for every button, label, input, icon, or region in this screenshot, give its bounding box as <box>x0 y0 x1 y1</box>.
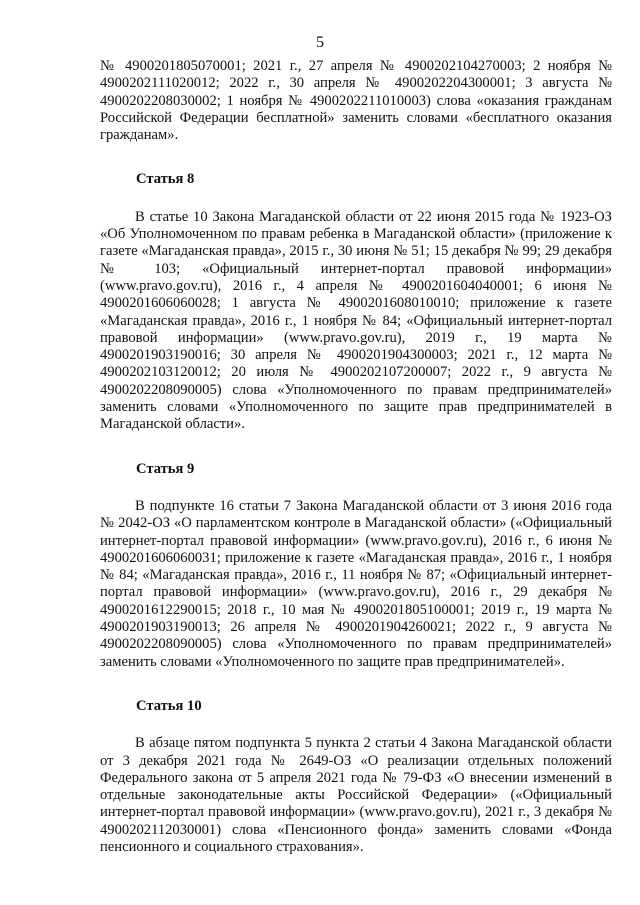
continuation-paragraph: № 4900201805070001; 2021 г., 27 апреля № 4900202104270003; 2 ноября № 4900202111020012; 2022 г., 30 апреля № 4900202204300001; 3 августа № 4900202208030002; 1 ноября № 4900202211010003) слова «оказания гражданам Российской Федерации бесплатной» заменить словами «бесплатного оказания гражданам». <box>100 58 612 144</box>
article-8-text: В статье 10 Закона Магаданской области от 22 июня 2015 года № 1923-ОЗ «Об Уполномоченном по правам ребенка в Магаданской области» (приложение к газете «Магаданская правда», 2015 г., 30 июня № 51; 15 декабря № 99; 29 декабря № 103; «Официальный интернет-портал правовой информации» (www.pravo.gov.ru), 2016 г., 4 апреля № 4900201604040001; 6 июня № 4900201606060028; 1 августа № 4900201608010010; приложение к газете «Магаданская правда», 2016 г., 1 ноября № 84; «Официальный интернет-портал правовой информации» (www.pravo.gov.ru), 2019 г., 19 марта № 4900201903190016; 30 апреля № 4900201904300003; 2021 г., 12 марта № 4900202103120012; 20 июля № 4900202107200007; 2022 г., 9 августа № 4900202208090005) слова «Уполномоченного по правам предпринимателей» заменить словами «Уполномоченного по защите прав предпринимателей в Магаданской области». <box>100 208 612 433</box>
article-9-heading: Статья 9 <box>136 460 195 477</box>
page-number: 5 <box>316 34 324 51</box>
article-9-text: В подпункте 16 статьи 7 Закона Магаданской области от 3 июня 2016 года № 2042-ОЗ «О парламентском контроле в Магаданской области» («Официальный интернет-портал правовой информации» (www.pravo.gov.ru), 2016 г., 6 июня № 4900201606060031; приложение к газете «Магаданская правда», 2016 г., 1 ноября № 84; «Магаданская правда», 2016 г., 11 ноября № 87; «Официальный интернет-портал правовой информации» (www.pravo.gov.ru), 2016 г., 29 декабря № 4900201612290015; 2018 г., 10 мая № 4900201805100001; 2019 г., 19 марта № 4900201903190013; 26 апреля № 4900201904260021; 2022 г., 9 августа № 4900202208090005) слова «Уполномоченного по правам предпринимателей» заменить словами «Уполномоченного по защите прав предпринимателей». <box>100 497 612 670</box>
document-body <box>100 58 612 856</box>
article-10-text: В абзаце пятом подпункта 5 пункта 2 статьи 4 Закона Магаданской области от 3 декабря 2021 года № 2649-ОЗ «О реализации отдельных положений Федерального закона от 5 апреля 2021 года № 79-ФЗ «О внесении изменений в отдельные законодательные акты Российской Федерации» («Официальный интернет-портал правовой информации» (www.pravo.gov.ru), 2021 г., 3 декабря № 4900202112030001) слова «Пенсионного фонда» заменить словами «Фонда пенсионного и социального страхования». <box>100 735 612 855</box>
article-8-heading: Статья 8 <box>136 171 195 188</box>
article-10-heading: Статья 10 <box>136 697 202 714</box>
